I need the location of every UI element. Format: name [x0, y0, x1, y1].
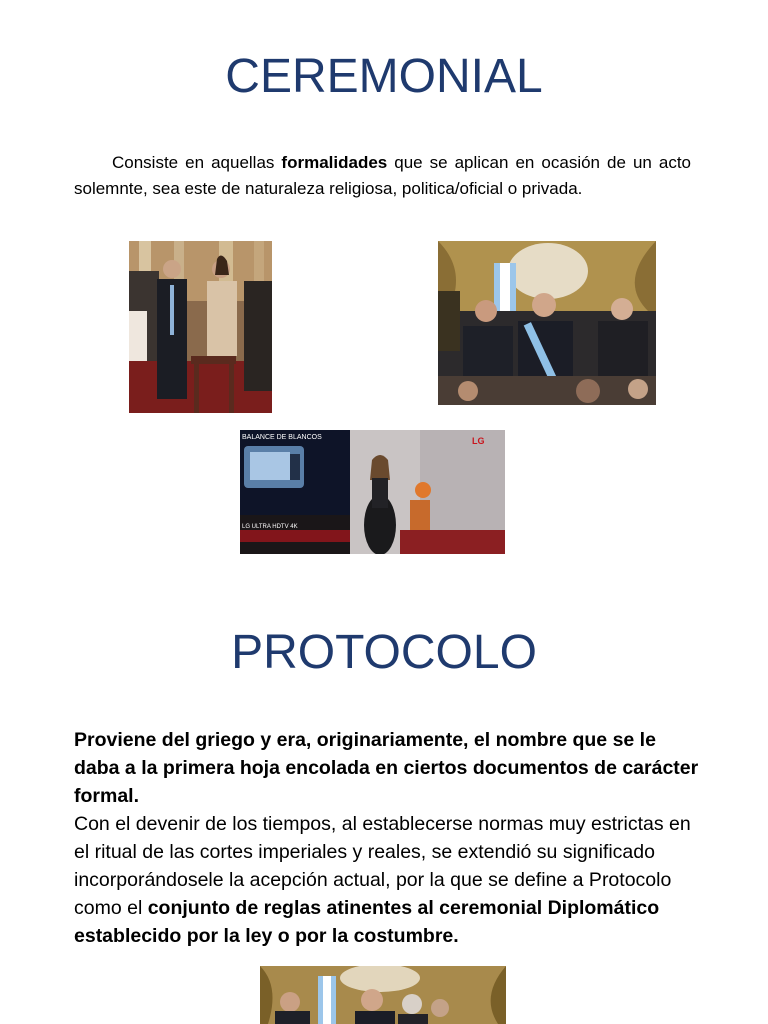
screen-caption: BALANCE DE BLANCOS: [242, 434, 322, 441]
ceremony-photo-sash: [438, 241, 656, 405]
protocolo-body-text: Con el devenir de los tiempos, al establecerse normas muy estrictas en el ritual de las cortes imperiales y reales, se extendió su significado incorporándosele la acepción actual, por la que se define a Protocolo como el: [74, 813, 691, 919]
ceremonial-title: CEREMONIAL: [225, 50, 543, 103]
lg-logo-text: LG: [472, 436, 485, 446]
protocolo-title: PROTOCOLO: [231, 626, 537, 679]
event-photo-presenter: [240, 430, 505, 554]
ceremonial-text-bold: formalidades: [281, 153, 388, 172]
ceremony-photo-cathedral: [129, 241, 272, 413]
tv-label: LG ULTRA HDTV 4K: [242, 524, 298, 530]
ceremonial-text-after: que se aplican en ocasión de un acto solemnte, sea este de naturaleza religiosa, politica/oficial o privada.: [74, 153, 691, 198]
ceremonial-paragraph: [74, 150, 691, 202]
protocolo-paragraph: [74, 726, 699, 950]
ceremonial-text-before: Consiste en aquellas: [112, 153, 282, 172]
protocolo-intro-bold: Proviene del griego y era, originariamente, el nombre que se le daba a la primera hoja encolada en ciertos documentos de carácter formal.: [74, 729, 699, 807]
protocolo-body-bold: conjunto de reglas atinentes al ceremonial Diplomático establecido por la ley o por la costumbre.: [74, 897, 660, 947]
ceremony-photo-bottom: [260, 966, 506, 1024]
